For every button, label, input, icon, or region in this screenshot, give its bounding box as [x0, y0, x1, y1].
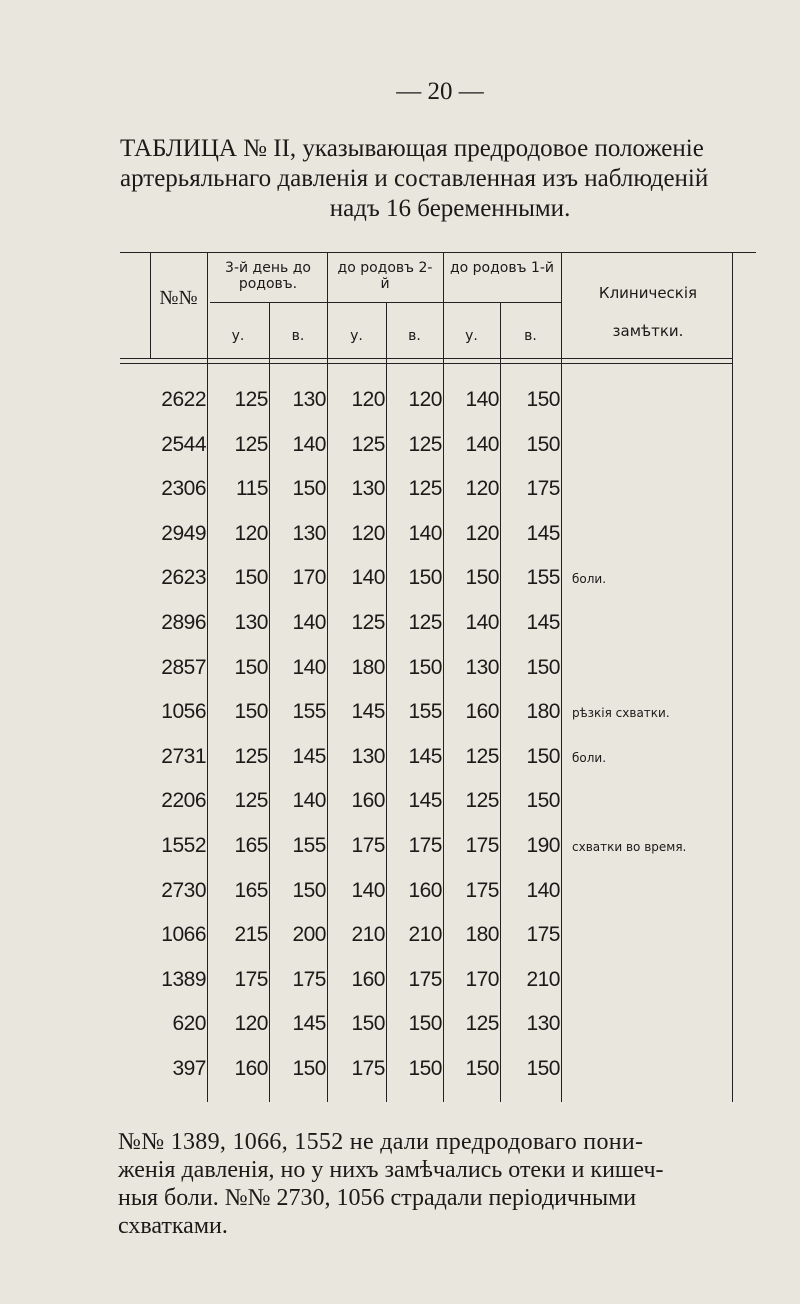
cell-d1-morning: 175 [465, 834, 499, 857]
cell-no: 620 [172, 1012, 206, 1035]
cell-note: боли. [572, 751, 607, 765]
cell-d2-evening: 210 [408, 923, 442, 946]
cell-d2-evening: 150 [408, 656, 442, 679]
cell-d1-evening: 175 [526, 923, 560, 946]
header-day3: 3-й день до родовъ. [225, 260, 311, 292]
blood-pressure-table [120, 252, 752, 1102]
cell-no: 1389 [161, 968, 206, 991]
cell-d2-evening: 125 [408, 433, 442, 456]
cell-d1-morning: 160 [465, 700, 499, 723]
cell-d1-evening: 150 [526, 745, 560, 768]
cell-d1-evening: 150 [526, 388, 560, 411]
page-number: — 20 — [396, 78, 484, 105]
footnote-line-4: схватками. [118, 1213, 228, 1239]
cell-d1-evening: 150 [526, 656, 560, 679]
cell-d3-evening: 150 [292, 879, 326, 902]
header-d2-morning: у. [350, 328, 363, 344]
cell-d1-evening: 145 [526, 522, 560, 545]
cell-no: 2731 [161, 745, 206, 768]
cell-d1-morning: 120 [465, 522, 499, 545]
cell-no: 2896 [161, 611, 206, 634]
cell-d3-evening: 150 [292, 1057, 326, 1080]
header-day1: до родовъ 1-й [449, 260, 555, 276]
cell-d3-morning: 125 [234, 433, 268, 456]
cell-d1-morning: 150 [465, 566, 499, 589]
cell-d3-evening: 140 [292, 789, 326, 812]
header-d3-evening: в. [291, 328, 305, 344]
header-no: №№ [159, 287, 198, 309]
cell-no: 2730 [161, 879, 206, 902]
cell-d1-morning: 140 [465, 433, 499, 456]
cell-d1-morning: 150 [465, 1057, 499, 1080]
cell-note: рѣзкія схватки. [572, 706, 670, 720]
cell-d2-morning: 120 [351, 388, 385, 411]
cell-d2-morning: 120 [351, 522, 385, 545]
cell-d3-morning: 150 [234, 656, 268, 679]
cell-d2-evening: 150 [408, 1057, 442, 1080]
cell-d2-morning: 145 [351, 700, 385, 723]
cell-d1-evening: 140 [526, 879, 560, 902]
header-d1-evening: в. [524, 328, 537, 344]
cell-no: 1066 [161, 923, 206, 946]
cell-d3-morning: 115 [236, 477, 268, 500]
cell-d1-morning: 180 [465, 923, 499, 946]
cell-d3-morning: 160 [234, 1057, 268, 1080]
cell-d1-evening: 150 [526, 433, 560, 456]
header-notes: Клиническія замѣтки. [598, 284, 698, 340]
cell-d2-evening: 140 [408, 522, 442, 545]
cell-d3-morning: 125 [234, 745, 268, 768]
cell-d2-evening: 125 [408, 477, 442, 500]
cell-d1-evening: 190 [526, 834, 560, 857]
cell-d2-evening: 120 [408, 388, 442, 411]
cell-d1-morning: 125 [465, 1012, 499, 1035]
cell-d3-evening: 175 [292, 968, 326, 991]
cell-d1-morning: 120 [465, 477, 499, 500]
cell-d1-evening: 145 [526, 611, 560, 634]
cell-d2-evening: 145 [408, 745, 442, 768]
cell-d2-morning: 130 [351, 745, 385, 768]
cell-d1-morning: 170 [465, 968, 499, 991]
cell-d3-morning: 150 [234, 700, 268, 723]
cell-no: 2306 [161, 477, 206, 500]
header-d3-morning: у. [231, 328, 245, 344]
footnote [118, 1128, 798, 1240]
cell-d3-evening: 140 [292, 656, 326, 679]
cell-d3-evening: 170 [292, 566, 326, 589]
cell-d2-morning: 125 [351, 611, 385, 634]
cell-d2-morning: 140 [351, 566, 385, 589]
cell-d3-evening: 145 [292, 1012, 326, 1035]
col-rule-d1 [561, 252, 562, 1102]
cell-d1-evening: 180 [526, 700, 560, 723]
cell-no: 2949 [161, 522, 206, 545]
cell-d1-evening: 155 [526, 566, 560, 589]
cell-d3-evening: 130 [292, 522, 326, 545]
cell-d1-evening: 150 [526, 1057, 560, 1080]
cell-d2-evening: 175 [408, 834, 442, 857]
header-d2-evening: в. [408, 328, 421, 344]
cell-d1-morning: 125 [465, 745, 499, 768]
col-rule-right [732, 252, 733, 1102]
cell-d2-evening: 155 [408, 700, 442, 723]
cell-d2-morning: 125 [351, 433, 385, 456]
cell-note: боли. [572, 572, 607, 586]
cell-d3-evening: 200 [292, 923, 326, 946]
cell-d3-evening: 155 [292, 834, 326, 857]
header-day2: до родовъ 2-й [337, 260, 433, 292]
cell-no: 2544 [161, 433, 206, 456]
cell-d2-morning: 180 [351, 656, 385, 679]
cell-d3-morning: 125 [234, 388, 268, 411]
cell-d1-evening: 150 [526, 789, 560, 812]
cell-d2-evening: 160 [408, 879, 442, 902]
cell-d3-evening: 155 [292, 700, 326, 723]
cell-d2-morning: 160 [351, 789, 385, 812]
cell-d1-morning: 130 [465, 656, 499, 679]
cell-d3-evening: 140 [292, 611, 326, 634]
header-bottom-rule-2 [120, 363, 732, 364]
footnote-line-2: женія давленія, но у нихъ замѣчались отеки и кишеч- [118, 1157, 664, 1183]
header-bottom-rule [120, 358, 732, 359]
cell-no: 2622 [161, 388, 206, 411]
cell-d3-evening: 145 [292, 745, 326, 768]
cell-d2-morning: 150 [351, 1012, 385, 1035]
cell-d3-morning: 120 [234, 522, 268, 545]
cell-d3-morning: 165 [234, 834, 268, 857]
cell-no: 397 [172, 1057, 206, 1080]
title-line-1: ТАБЛИЦА № II, указывающая предродовое положеніе [120, 135, 704, 162]
cell-d2-evening: 175 [408, 968, 442, 991]
cell-no: 2857 [161, 656, 206, 679]
cell-d2-evening: 150 [408, 566, 442, 589]
cell-d1-evening: 210 [526, 968, 560, 991]
cell-d3-morning: 215 [234, 923, 268, 946]
cell-d1-evening: 175 [526, 477, 560, 500]
col-rule-d1-split [500, 302, 501, 1102]
col-rule-d3 [327, 252, 328, 1102]
cell-d2-morning: 160 [351, 968, 385, 991]
table-top-rule [120, 252, 756, 253]
cell-d3-evening: 140 [292, 433, 326, 456]
cell-d1-morning: 140 [465, 388, 499, 411]
cell-d2-morning: 210 [351, 923, 385, 946]
cell-no: 2206 [161, 789, 206, 812]
title-line-3: надъ 16 беременными. [329, 195, 571, 222]
cell-d1-morning: 175 [465, 879, 499, 902]
table-title [120, 134, 800, 224]
cell-d3-morning: 175 [234, 968, 268, 991]
cell-d3-morning: 150 [234, 566, 268, 589]
cell-d3-evening: 150 [292, 477, 326, 500]
cell-no: 1056 [161, 700, 206, 723]
footnote-line-1: №№ 1389, 1066, 1552 не дали предродоваго пони- [118, 1129, 644, 1155]
cell-d3-evening: 130 [292, 388, 326, 411]
footnote-line-3: ныя боли. №№ 2730, 1056 страдали періодичными [118, 1185, 637, 1211]
title-line-2: артерьяльнаго давленія и составленная изъ наблюденій [120, 165, 709, 192]
cell-no: 1552 [161, 834, 206, 857]
cell-d1-morning: 140 [465, 611, 499, 634]
header-d1-morning: у. [465, 328, 478, 344]
col-rule-no [207, 252, 208, 1102]
cell-d1-morning: 125 [465, 789, 499, 812]
cell-d2-evening: 125 [408, 611, 442, 634]
cell-d3-morning: 125 [234, 789, 268, 812]
cell-d2-morning: 130 [351, 477, 385, 500]
cell-d1-evening: 130 [526, 1012, 560, 1035]
cell-d2-morning: 175 [351, 834, 385, 857]
cell-no: 2623 [161, 566, 206, 589]
cell-d3-morning: 165 [234, 879, 268, 902]
cell-d3-morning: 120 [234, 1012, 268, 1035]
cell-d2-evening: 145 [408, 789, 442, 812]
cell-note: схватки во время. [572, 840, 687, 854]
cell-d2-morning: 175 [351, 1057, 385, 1080]
cell-d2-evening: 150 [408, 1012, 442, 1035]
cell-d2-morning: 140 [351, 879, 385, 902]
cell-d3-morning: 130 [234, 611, 268, 634]
